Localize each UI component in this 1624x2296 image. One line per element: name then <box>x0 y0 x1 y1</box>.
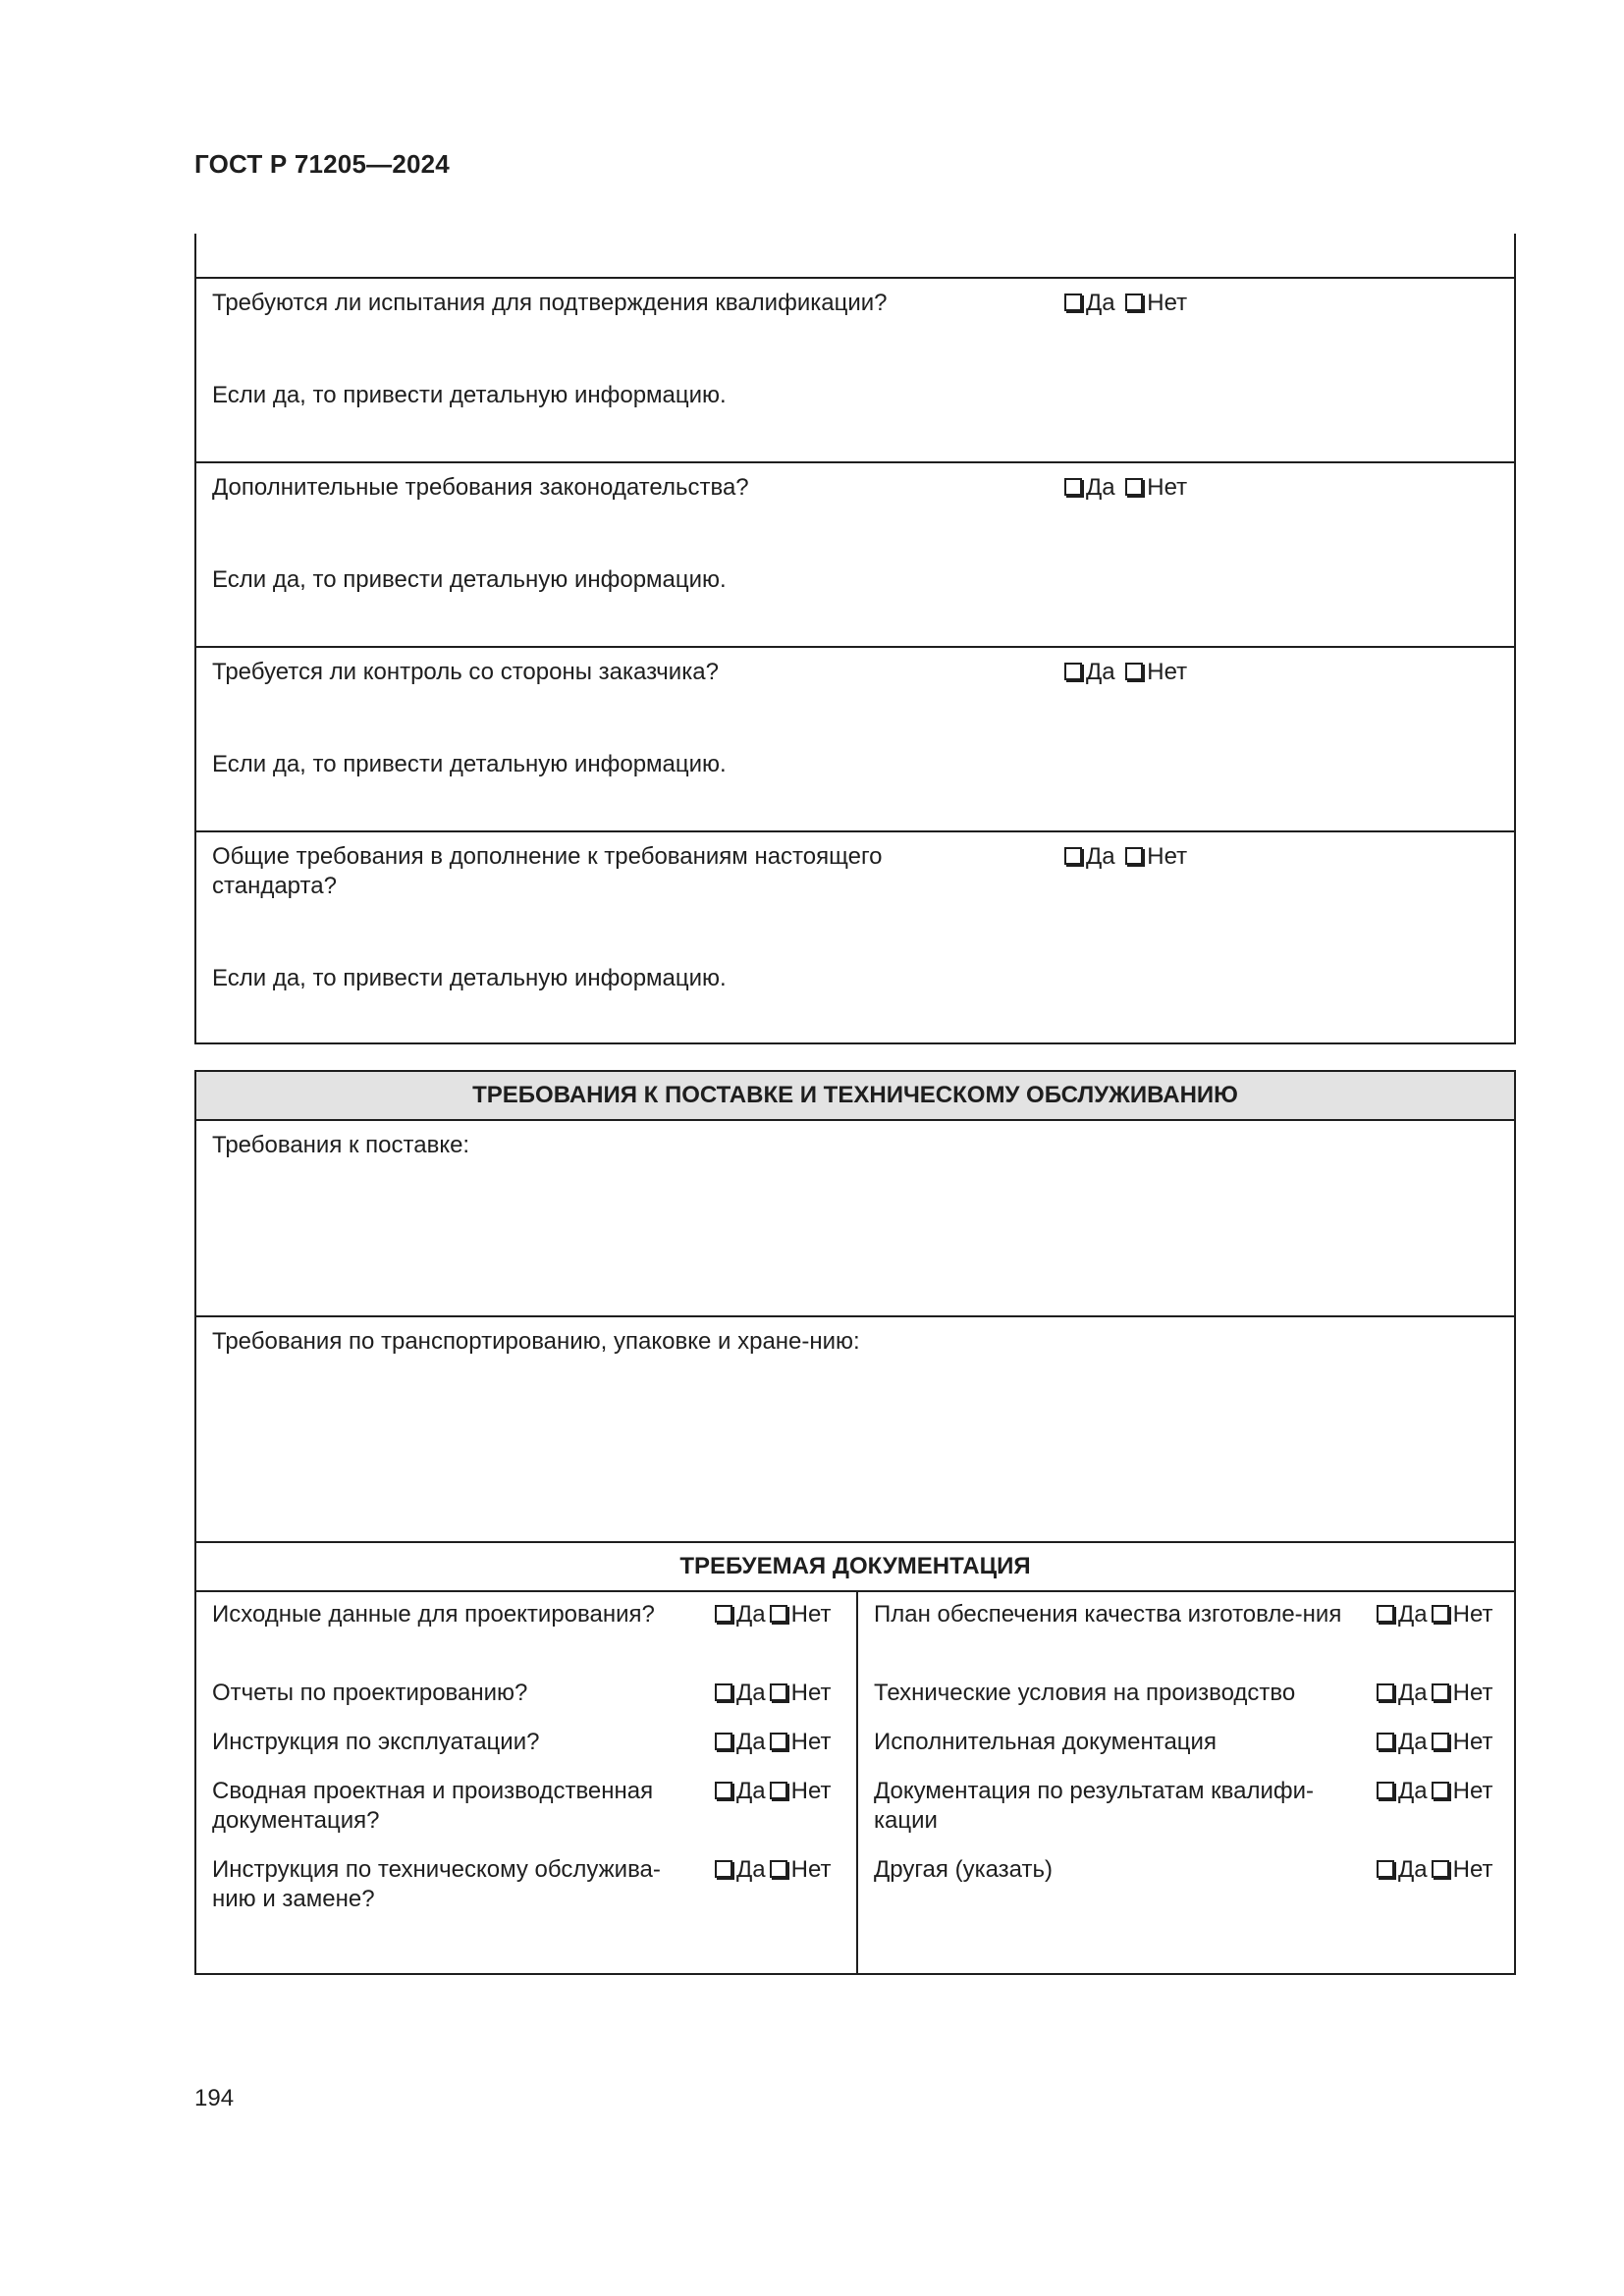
question-text: Дополнительные требования законодательства? <box>212 474 749 501</box>
question-row <box>196 830 1514 1042</box>
question-row <box>196 461 1514 646</box>
yes-checkbox[interactable] <box>1377 1733 1394 1750</box>
doc-item-label: Другая (указать) <box>874 1856 1053 1883</box>
no-checkbox[interactable] <box>1432 1860 1449 1878</box>
yes-label: Да <box>736 1680 766 1706</box>
yes-label: Да <box>1086 659 1115 685</box>
no-label: Нет <box>1452 1778 1493 1804</box>
no-label: Нет <box>790 1856 832 1883</box>
no-label: Нет <box>1147 290 1188 316</box>
yes-no-choice[interactable] <box>1064 473 1187 503</box>
no-checkbox[interactable] <box>1125 847 1143 865</box>
yes-checkbox[interactable] <box>1377 1782 1394 1799</box>
yes-no-choice[interactable] <box>715 1679 831 1708</box>
yes-label: Да <box>1086 290 1115 316</box>
yes-checkbox[interactable] <box>1064 294 1082 311</box>
doc-item-label: Технические условия на производство <box>874 1680 1296 1706</box>
question-text: Требуется ли контроль со стороны заказчика? <box>212 659 719 685</box>
no-label: Нет <box>1147 659 1188 685</box>
yes-checkbox[interactable] <box>1377 1605 1394 1623</box>
no-checkbox[interactable] <box>1432 1683 1449 1701</box>
no-label: Нет <box>790 1778 832 1804</box>
doc-item-label: План обеспечения качества изготовле-ния <box>874 1601 1342 1628</box>
yes-label: Да <box>1398 1729 1428 1755</box>
detail-text: Если да, то привести детальную информацию. <box>212 751 727 777</box>
doc-item-label: Отчеты по проектированию? <box>212 1680 528 1706</box>
yes-label: Да <box>736 1778 766 1804</box>
detail-text: Если да, то привести детальную информацию. <box>212 382 727 408</box>
doc-item-label: Исходные данные для проектирования? <box>212 1601 655 1628</box>
no-checkbox[interactable] <box>770 1733 787 1750</box>
detail-text: Если да, то привести детальную информацию. <box>212 566 727 593</box>
doc-item-label: Документация по результатам квалифи-кации <box>874 1778 1315 1834</box>
no-label: Нет <box>1147 843 1188 870</box>
yes-no-choice[interactable] <box>715 1777 831 1806</box>
yes-no-choice[interactable] <box>715 1728 831 1757</box>
doc-item-label: Сводная проектная и производственная документация? <box>212 1778 654 1834</box>
doc-item-label: Исполнительная документация <box>874 1729 1217 1755</box>
yes-checkbox[interactable] <box>715 1683 732 1701</box>
no-label: Нет <box>790 1729 832 1755</box>
yes-no-choice[interactable] <box>1377 1728 1492 1757</box>
yes-no-choice[interactable] <box>715 1855 831 1885</box>
yes-label: Да <box>736 1729 766 1755</box>
no-label: Нет <box>1452 1856 1493 1883</box>
yes-label: Да <box>1398 1778 1428 1804</box>
yes-checkbox[interactable] <box>1064 478 1082 496</box>
question-row <box>196 646 1514 830</box>
yes-checkbox[interactable] <box>1064 847 1082 865</box>
yes-label: Да <box>1398 1680 1428 1706</box>
delivery-maintenance-table <box>194 1070 1516 1975</box>
yes-no-choice[interactable] <box>1377 1679 1492 1708</box>
yes-checkbox[interactable] <box>715 1860 732 1878</box>
no-checkbox[interactable] <box>770 1605 787 1623</box>
delivery-section-title: ТРЕБОВАНИЯ К ПОСТАВКЕ И ТЕХНИЧЕСКОМУ ОБСЛУЖИВАНИЮ <box>196 1072 1514 1121</box>
divider <box>196 1315 1514 1317</box>
yes-label: Да <box>1086 474 1115 501</box>
document-header: ГОСТ Р 71205—2024 <box>194 149 450 179</box>
no-checkbox[interactable] <box>1125 478 1143 496</box>
yes-checkbox[interactable] <box>715 1605 732 1623</box>
qualification-questions-table <box>194 234 1516 1044</box>
no-checkbox[interactable] <box>1432 1782 1449 1799</box>
no-checkbox[interactable] <box>770 1683 787 1701</box>
doc-item-label: Инструкция по техническому обслужива-нию и замене? <box>212 1856 661 1912</box>
no-checkbox[interactable] <box>1125 294 1143 311</box>
yes-label: Да <box>1398 1856 1428 1883</box>
documentation-section-title: ТРЕБУЕМАЯ ДОКУМЕНТАЦИЯ <box>196 1541 1514 1592</box>
no-label: Нет <box>1452 1680 1493 1706</box>
yes-label: Да <box>1086 843 1115 870</box>
no-label: Нет <box>1452 1729 1493 1755</box>
yes-no-choice[interactable] <box>1064 658 1187 687</box>
no-checkbox[interactable] <box>770 1860 787 1878</box>
column-divider <box>856 1590 858 1973</box>
yes-checkbox[interactable] <box>715 1782 732 1799</box>
no-label: Нет <box>1147 474 1188 501</box>
yes-no-choice[interactable] <box>1377 1777 1492 1806</box>
no-checkbox[interactable] <box>1125 663 1143 680</box>
yes-checkbox[interactable] <box>1377 1860 1394 1878</box>
yes-no-choice[interactable] <box>1064 842 1187 872</box>
supply-requirements-label: Требования к поставке: <box>212 1132 470 1158</box>
no-checkbox[interactable] <box>770 1782 787 1799</box>
no-checkbox[interactable] <box>1432 1733 1449 1750</box>
question-text: Общие требования в дополнение к требованиям настоящего стандарта? <box>212 843 883 899</box>
no-checkbox[interactable] <box>1432 1605 1449 1623</box>
yes-label: Да <box>1398 1601 1428 1628</box>
yes-checkbox[interactable] <box>1064 663 1082 680</box>
yes-no-choice[interactable] <box>715 1600 831 1629</box>
yes-no-choice[interactable] <box>1377 1855 1492 1885</box>
yes-checkbox[interactable] <box>1377 1683 1394 1701</box>
no-label: Нет <box>1452 1601 1493 1628</box>
yes-no-choice[interactable] <box>1377 1600 1492 1629</box>
yes-checkbox[interactable] <box>715 1733 732 1750</box>
no-label: Нет <box>790 1680 832 1706</box>
page-number: 194 <box>194 2085 235 2111</box>
transport-requirements-label: Требования по транспортированию, упаковке и хране-нию: <box>212 1328 860 1355</box>
yes-label: Да <box>736 1856 766 1883</box>
yes-no-choice[interactable] <box>1064 289 1187 318</box>
doc-item-label: Инструкция по эксплуатации? <box>212 1729 540 1755</box>
yes-label: Да <box>736 1601 766 1628</box>
question-row <box>196 277 1514 461</box>
question-text: Требуются ли испытания для подтверждения квалификации? <box>212 290 888 316</box>
no-label: Нет <box>790 1601 832 1628</box>
detail-text: Если да, то привести детальную информацию. <box>212 965 727 991</box>
